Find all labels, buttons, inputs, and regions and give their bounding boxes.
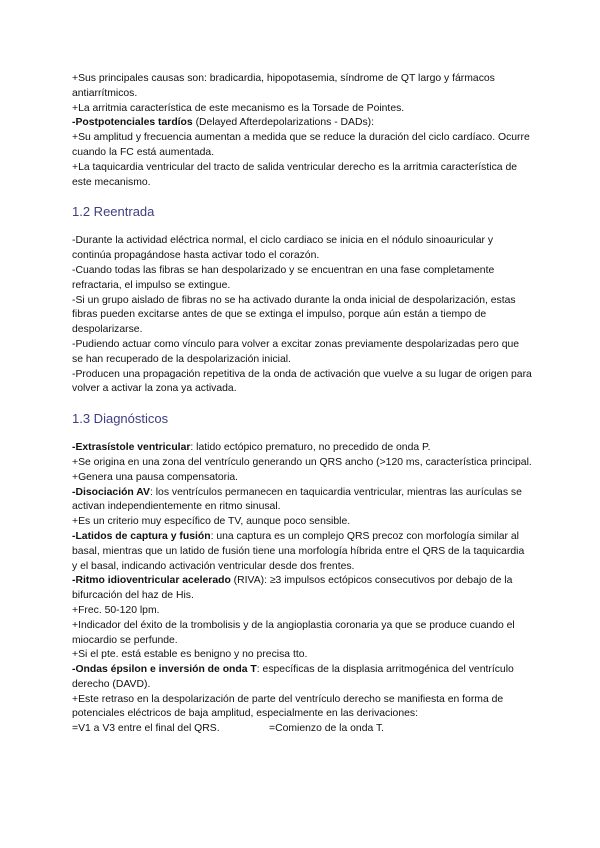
document-body: [72, 72, 532, 737]
section-heading-diagnosticos: 1.3 Diagnósticos: [72, 411, 169, 427]
section-heading-reentrada: 1.2 Reentrada: [72, 204, 155, 220]
derivation-range: =V1 a V3 entre el final del QRS.: [72, 723, 220, 735]
text-line: +Indicador del éxito de la trombolisis y de la angioplastia coronaria ya que se produce cuando el miocardio se perfunde.: [72, 619, 515, 646]
text-line: [72, 663, 532, 693]
text-line: +Si el pte. está estable es benigno y no precisa tto.: [72, 649, 308, 661]
bold-term: -Extrasístole ventricular: [72, 442, 191, 454]
term-description: : latido ectópico prematuro, no precedido de onda P.: [190, 442, 431, 454]
paragraph: -Cuando todas las fibras se han despolarizado y se encuentran en una fase completamente refractaria, el impulso se extingue.: [72, 264, 495, 291]
term-description: : específicas de la displasia arritmogénica del ventrículo derecho (DAVD).: [72, 664, 514, 690]
text-line: +Se origina en una zona del ventrículo generando un QRS ancho (>120 ms, característica principal.: [72, 456, 532, 468]
term-description: : una captura es un complejo QRS precoz con morfología similar al basal, mientras que un latido de fusión tiene una morfología híbrida entre el QRS de la taquicardia y el basal, indicando activación ventricular desde dos frentes.: [72, 530, 525, 572]
text-line: +La taquicardia ventricular del tracto de salida ventricular derecho es la arritmia característica de este mecanismo.: [72, 161, 517, 188]
paragraph: -Producen una propagación repetitiva de la onda de activación que vuelve a su lugar de origen para volver a activar la zona ya activada.: [72, 368, 532, 395]
text-line: [72, 530, 532, 574]
text-line: [72, 441, 532, 456]
text-line: [72, 116, 532, 131]
bold-term: -Disociación AV: [72, 486, 150, 498]
paragraph: -Pudiendo actuar como vínculo para volver a excitar zonas previamente despolarizadas pero que se han recuperado de la despolarización inicial.: [72, 338, 520, 365]
text-line: [72, 574, 532, 604]
term-description: (RIVA): ≥3 impulsos ectópicos consecutivos por debajo de la bifurcación del haz de His.: [72, 575, 513, 602]
term-description: : los ventrículos permanecen en taquicardia ventricular, mientras las aurículas se activan independientemente en ritmo sinusal.: [72, 486, 522, 513]
text-line: [72, 486, 532, 516]
text-line: [72, 722, 532, 737]
text-line: +Este retraso en la despolarización de parte del ventrículo derecho se manifiesta en forma de potenciales eléctricos de baja amplitud, especialmente en las derivaciones:: [72, 693, 504, 720]
term-description: (Delayed Afterdepolarizations - DADs):: [192, 117, 375, 129]
text-line: +Frec. 50-120 lpm.: [72, 604, 160, 616]
text-line: +Genera una pausa compensatoria.: [72, 471, 239, 483]
derivation-onset: =Comienzo de la onda T.: [269, 723, 385, 735]
bold-term: -Postpotenciales tardíos: [72, 117, 193, 129]
text-line: +Sus principales causas son: bradicardia, hipopotasemia, síndrome de QT largo y fármacos antiarrítmicos.: [72, 73, 495, 99]
text-line: +Es un criterio muy específico de TV, aunque poco sensible.: [72, 516, 351, 528]
paragraph: -Si un grupo aislado de fibras no se ha activado durante la onda inicial de despolarización, estas fibras pueden excitarse antes de que se extinga el impulso, porque aún están a tiempo de despolarizarse.: [72, 294, 516, 336]
text-line: +La arritmia característica de este mecanismo es la Torsade de Pointes.: [72, 102, 405, 114]
bold-term: -Ritmo idioventricular acelerado: [72, 575, 231, 587]
bold-term: -Ondas épsilon e inversión de onda T: [72, 664, 257, 676]
bold-term: -Latidos de captura y fusión: [72, 530, 211, 542]
text-line: +Su amplitud y frecuencia aumentan a medida que se reduce la duración del ciclo cardíaco. Ocurre cuando la FC está aumentada.: [72, 132, 530, 158]
paragraph: -Durante la actividad eléctrica normal, el ciclo cardiaco se inicia en el nódulo sinoauricular y continúa propagándose hasta activar todo el corazón.: [72, 235, 494, 262]
